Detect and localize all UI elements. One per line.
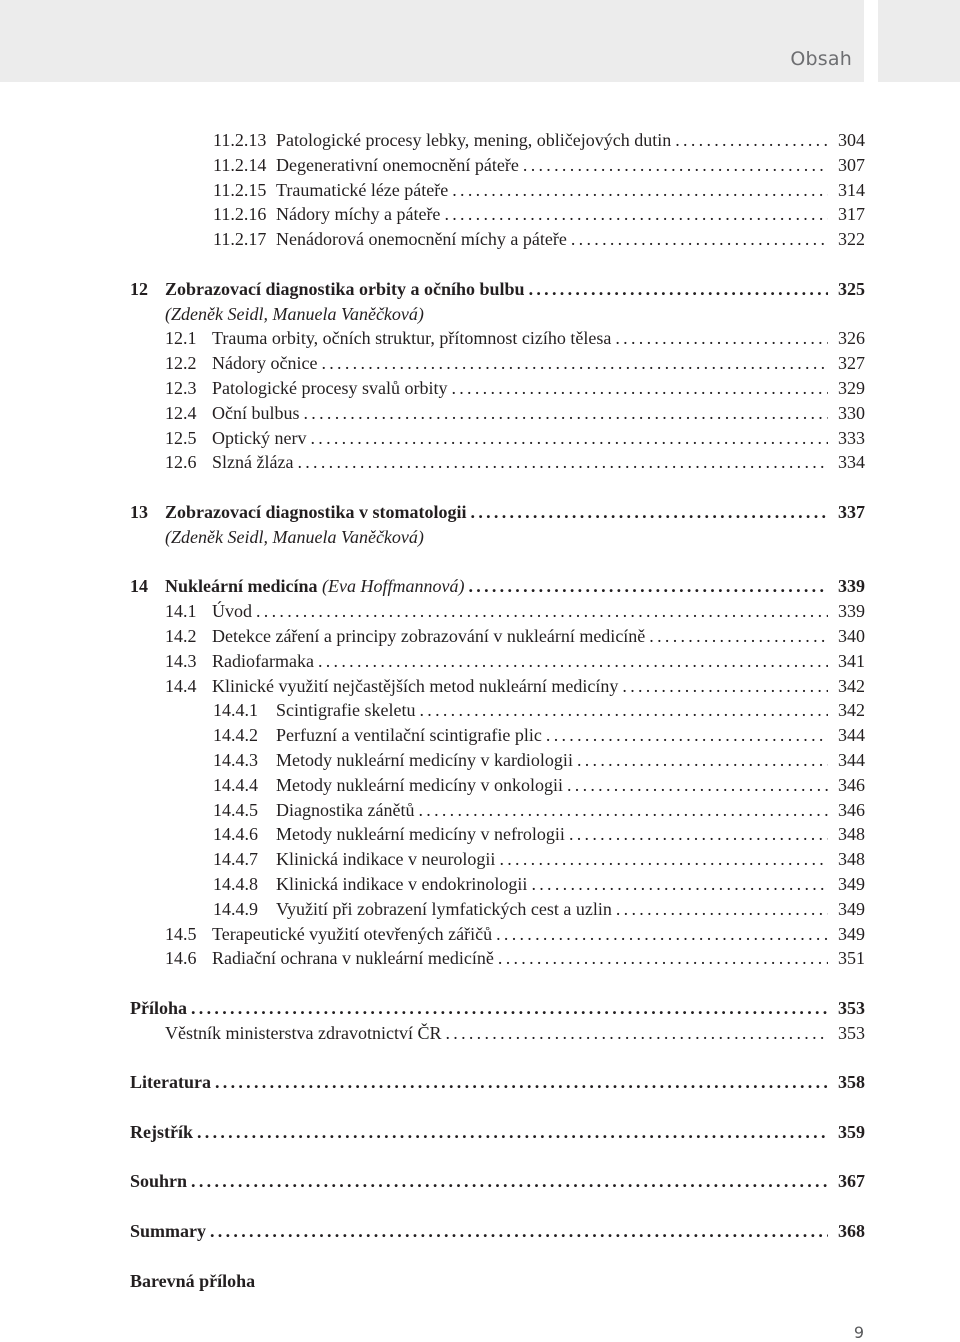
entry-number: 14.4.7 <box>213 849 258 870</box>
entry-number: 12.1 <box>165 328 197 349</box>
toc-chapter-13[interactable] <box>130 500 865 525</box>
entry-page: 322 <box>838 229 865 250</box>
entry-number: 14.4.4 <box>213 774 258 795</box>
dot-leader <box>304 401 829 426</box>
dot-leader <box>523 153 828 178</box>
dot-leader <box>531 872 828 897</box>
entry-number: 11.2.15 <box>213 179 267 200</box>
entry-title: Patologické procesy lebky, mening, obličejových dutin <box>276 130 672 150</box>
entry-number: 14.4.8 <box>213 873 258 894</box>
entry-title: Terapeutické využití otevřených zářičů <box>212 923 493 944</box>
section-title: Summary <box>130 1221 206 1242</box>
entry-page: 348 <box>838 824 865 845</box>
entry-number: 14.4.5 <box>213 799 258 820</box>
dot-leader <box>310 426 828 451</box>
entry-title: Detekce záření a principy zobrazování v nukleární medicíně <box>212 625 646 646</box>
chapter-authors: (Eva Hoffmannová) <box>322 576 465 597</box>
entry-title: Využití při zobrazení lymfatických cest a uzlin <box>276 898 612 919</box>
entry-page: 346 <box>838 799 865 820</box>
dot-leader <box>567 773 828 798</box>
toc-entry-12-5[interactable] <box>130 426 865 451</box>
chapter-page: 337 <box>838 501 865 522</box>
chapter-title <box>165 574 464 599</box>
chapter-13-authors: (Zdeněk Seidl, Manuela Vaněčková) <box>165 526 424 547</box>
spacer <box>130 1095 865 1120</box>
entry-number: 14.4.2 <box>213 725 258 746</box>
dot-leader <box>571 227 828 252</box>
entry-page: 314 <box>838 179 865 200</box>
entry-title: Věstník ministerstva zdravotnictví ČR <box>165 1022 442 1043</box>
entry-title: Patologické procesy svalů orbity <box>212 377 448 398</box>
table-of-contents <box>130 128 865 1293</box>
entry-number: 12.4 <box>165 402 197 423</box>
entry-title: Oční bulbus <box>212 402 300 423</box>
dot-leader <box>451 376 828 401</box>
toc-entry-14-4-9[interactable] <box>130 897 865 922</box>
dot-leader <box>297 450 828 475</box>
toc-chapter-14[interactable] <box>130 574 865 599</box>
toc-entry-14-4-1[interactable] <box>130 698 865 723</box>
chapter-page: 339 <box>838 576 865 597</box>
entry-page: 341 <box>838 650 865 671</box>
entry-number: 11.2.16 <box>213 204 267 225</box>
chapter-title: Zobrazovací diagnostika orbity a očního bulbu <box>165 278 525 299</box>
entry-title: Klinické využití nejčastějších metod nukleární medicíny <box>212 675 619 696</box>
entry-page: 304 <box>838 130 865 150</box>
entry-title: Nádory očnice <box>212 353 318 374</box>
entry-page: 353 <box>838 1022 865 1043</box>
entry-page: 342 <box>838 700 865 721</box>
dot-leader <box>191 1169 828 1194</box>
running-header-title: Obsah <box>790 48 852 70</box>
entry-number: 14.1 <box>165 601 197 622</box>
entry-page: 329 <box>838 377 865 398</box>
dot-leader <box>452 178 828 203</box>
dot-leader <box>569 822 828 847</box>
entry-title: Traumatické léze páteře <box>276 179 449 200</box>
entry-title: Trauma orbity, očních struktur, přítomnost cizího tělesa <box>212 328 612 349</box>
section-title: Rejstřík <box>130 1121 193 1142</box>
toc-entry-14-4-7[interactable] <box>130 847 865 872</box>
toc-entry-14-4-2[interactable] <box>130 723 865 748</box>
entry-number: 12.2 <box>165 353 197 374</box>
toc-entry-12-3[interactable] <box>130 376 865 401</box>
toc-entry-14-4-8[interactable] <box>130 872 865 897</box>
entry-page: 327 <box>838 353 865 374</box>
section-title: Literatura <box>130 1072 211 1093</box>
entry-title: Metody nukleární medicíny v nefrologii <box>276 824 565 845</box>
chapter-number: 13 <box>130 501 148 522</box>
chapter-number: 12 <box>130 278 148 299</box>
dot-leader <box>498 946 828 971</box>
toc-section-souhrn[interactable] <box>130 1169 865 1194</box>
entry-page: 339 <box>838 601 865 622</box>
entry-page: 346 <box>838 774 865 795</box>
toc-entry-11-2-13[interactable] <box>130 128 865 153</box>
dot-leader <box>444 202 828 227</box>
entry-title: Nenádorová onemocnění míchy a páteře <box>276 229 567 250</box>
toc-section-barevna-priloha[interactable] <box>130 1269 865 1294</box>
toc-entry-12-4[interactable] <box>130 401 865 426</box>
entry-number: 14.3 <box>165 650 197 671</box>
entry-page: 349 <box>838 923 865 944</box>
entry-number: 12.6 <box>165 452 197 473</box>
entry-title: Slzná žláza <box>212 452 294 473</box>
chapter-title-text: Nukleární medicína <box>165 576 318 597</box>
entry-number: 14.4.3 <box>213 749 258 770</box>
dot-leader <box>471 500 828 525</box>
entry-number: 14.4 <box>165 675 197 696</box>
dot-leader <box>215 1070 828 1095</box>
entry-page: 317 <box>838 204 865 225</box>
toc-chapter-12[interactable] <box>130 277 865 302</box>
toc-entry-14-4-6[interactable] <box>130 822 865 847</box>
toc-section-priloha[interactable] <box>130 996 865 1021</box>
entry-title: Klinická indikace v endokrinologii <box>276 873 528 894</box>
dot-leader <box>419 698 828 723</box>
section-page: 359 <box>838 1121 865 1142</box>
entry-number: 12.3 <box>165 377 197 398</box>
entry-number: 11.2.14 <box>213 154 267 175</box>
entry-page: 344 <box>838 725 865 746</box>
dot-leader <box>616 897 828 922</box>
dot-leader <box>675 128 828 153</box>
toc-entry-12-2[interactable] <box>130 351 865 376</box>
spacer <box>130 252 865 277</box>
entry-number: 14.6 <box>165 948 197 969</box>
toc-entry-12-1[interactable] <box>130 326 865 351</box>
dot-leader <box>577 748 828 773</box>
entry-title: Radiační ochrana v nukleární medicíně <box>212 948 494 969</box>
spacer <box>130 550 865 575</box>
toc-section-summary[interactable] <box>130 1219 865 1244</box>
section-title: Barevná příloha <box>130 1270 256 1291</box>
toc-entry-11-2-15[interactable] <box>130 178 865 203</box>
entry-page: 333 <box>838 427 865 448</box>
toc-entry-14-5[interactable] <box>130 922 865 947</box>
entry-title: Optický nerv <box>212 427 307 448</box>
entry-title: Klinická indikace v neurologii <box>276 849 496 870</box>
toc-entry-14-3[interactable] <box>130 649 865 674</box>
entry-title: Degenerativní onemocnění páteře <box>276 154 519 175</box>
entry-title: Perfuzní a ventilační scintigrafie plic <box>276 725 542 746</box>
entry-page: 349 <box>838 873 865 894</box>
dot-leader <box>418 798 828 823</box>
dot-leader <box>622 674 828 699</box>
entry-title: Nádory míchy a páteře <box>276 204 441 225</box>
entry-title: Scintigrafie skeletu <box>276 700 416 721</box>
dot-leader <box>318 649 828 674</box>
entry-number: 14.4.9 <box>213 898 258 919</box>
entry-page: 342 <box>838 675 865 696</box>
spacer <box>130 971 865 996</box>
dot-leader <box>256 599 828 624</box>
chapter-12-authors: (Zdeněk Seidl, Manuela Vaněčková) <box>165 303 424 324</box>
entry-number: 14.4.6 <box>213 824 258 845</box>
entry-number: 14.5 <box>165 923 197 944</box>
dot-leader <box>445 1021 828 1046</box>
spacer <box>130 475 865 500</box>
entry-page: 351 <box>838 948 865 969</box>
entry-page: 326 <box>838 328 865 349</box>
entry-page: 334 <box>838 452 865 473</box>
toc-entry-11-2-14[interactable] <box>130 153 865 178</box>
entry-number: 11.2.17 <box>213 229 267 250</box>
toc-entry-14-6[interactable] <box>130 946 865 971</box>
spacer <box>130 1194 865 1219</box>
section-page: 358 <box>838 1072 865 1093</box>
toc-section-literatura[interactable] <box>130 1070 865 1095</box>
toc-entry-14-2[interactable] <box>130 624 865 649</box>
entry-title: Metody nukleární medicíny v kardiologii <box>276 749 573 770</box>
dot-leader <box>496 922 828 947</box>
entry-title: Diagnostika zánětů <box>276 799 415 820</box>
entry-page: 340 <box>838 625 865 646</box>
dot-leader <box>649 624 828 649</box>
dot-leader <box>197 1120 828 1145</box>
chapter-page: 325 <box>838 278 865 299</box>
entry-page: 348 <box>838 849 865 870</box>
entry-number: 14.2 <box>165 625 197 646</box>
entry-number: 11.2.13 <box>213 130 267 150</box>
entry-page: 349 <box>838 898 865 919</box>
dot-leader <box>321 351 828 376</box>
spacer <box>130 1145 865 1170</box>
entry-page: 344 <box>838 749 865 770</box>
section-title: Příloha <box>130 997 187 1018</box>
chapter-number: 14 <box>130 576 148 597</box>
toc-entry-14-4-3[interactable] <box>130 748 865 773</box>
spacer <box>130 1244 865 1269</box>
page-number: 9 <box>853 1323 864 1342</box>
toc-entry-14-4[interactable] <box>130 674 865 699</box>
entry-number: 12.5 <box>165 427 197 448</box>
toc-entry-12-6[interactable] <box>130 450 865 475</box>
spacer <box>130 1045 865 1070</box>
entry-title: Úvod <box>212 601 252 622</box>
header-band <box>0 0 864 82</box>
chapter-title: Zobrazovací diagnostika v stomatologii <box>165 501 467 522</box>
entry-page: 307 <box>838 154 865 175</box>
section-page: 368 <box>838 1221 865 1242</box>
dot-leader <box>529 277 828 302</box>
entry-number: 14.4.1 <box>213 700 258 721</box>
toc-entry-vestnik[interactable] <box>130 1021 865 1046</box>
entry-title: Metody nukleární medicíny v onkologii <box>276 774 563 795</box>
section-page: 353 <box>838 997 865 1018</box>
header-tab <box>878 0 960 82</box>
toc-entry-11-2-16[interactable] <box>130 202 865 227</box>
dot-leader <box>468 574 828 599</box>
dot-leader <box>191 996 828 1021</box>
toc-entry-14-1[interactable] <box>130 599 865 624</box>
toc-entry-14-4-4[interactable] <box>130 773 865 798</box>
section-page: 367 <box>838 1171 865 1192</box>
toc-entry-11-2-17[interactable] <box>130 227 865 252</box>
toc-entry-14-4-5[interactable] <box>130 798 865 823</box>
dot-leader <box>499 847 828 872</box>
toc-section-rejstrik[interactable] <box>130 1120 865 1145</box>
dot-leader <box>210 1219 828 1244</box>
section-title: Souhrn <box>130 1171 188 1192</box>
entry-page: 330 <box>838 402 865 423</box>
dot-leader <box>546 723 828 748</box>
dot-leader <box>615 326 828 351</box>
entry-title: Radiofarmaka <box>212 650 314 671</box>
